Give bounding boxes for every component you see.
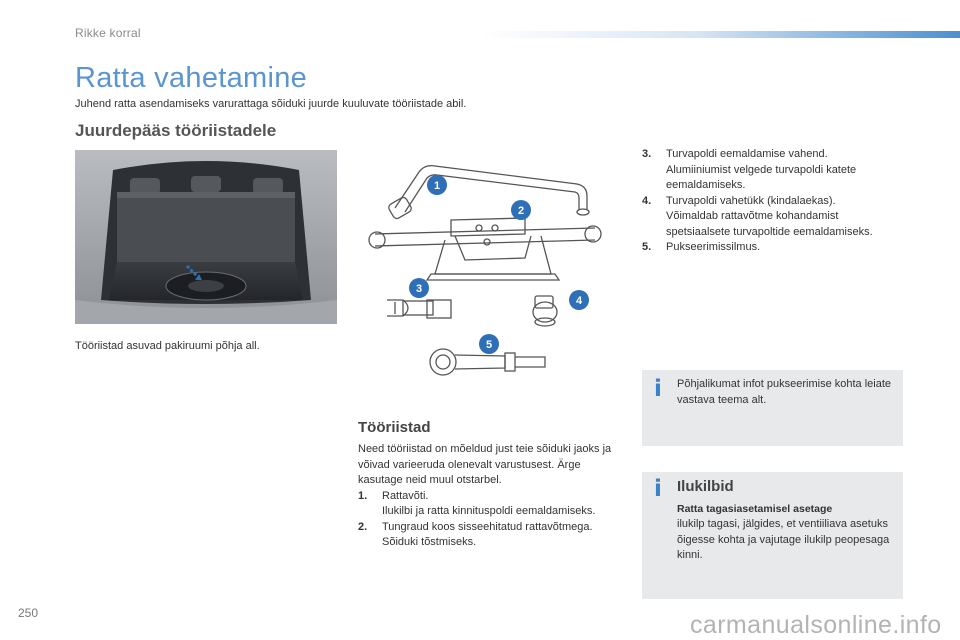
tool-item-2-number: 2. <box>358 520 368 533</box>
page-number: 250 <box>18 606 39 620</box>
info-icon: i <box>654 376 662 402</box>
tool-item-5-name: Pukseerimissilmus. <box>666 241 761 253</box>
tool-item-1-desc: Ilukilbi ja ratta kinnituspoldi eemaldamiseks. <box>382 505 596 517</box>
tool-item-1-name: Rattavõti. <box>382 489 429 502</box>
header-gradient-bar <box>480 31 960 38</box>
callout-1-label: 1 <box>433 180 441 192</box>
callout-5-label: 5 <box>485 339 493 351</box>
photo-caption: Tööriistad asuvad pakiruumi põhja all. <box>75 340 260 352</box>
tools-intro: Need tööriistad on mõeldud just teie sõiduki jaoks ja võivad varieeruda olenevalt varustusest. Ärge kasutage neid muul otstarbel. <box>358 443 612 486</box>
callout-4 <box>569 290 589 310</box>
tool-item-3 <box>642 147 904 194</box>
tool-item-3-name: Turvapoldi eemaldamise vahend. <box>666 148 828 160</box>
info-box-text: Põhjalikumat infot pukseerimise kohta leiate vastava teema alt. <box>677 378 892 406</box>
tools-description <box>358 442 623 551</box>
tool-item-1-number: 1. <box>358 489 368 502</box>
hubcaps-bold-line: Ratta tagasiasetamisel asetage <box>677 503 833 515</box>
bolt-remover-drawing <box>387 300 451 318</box>
page-subtitle: Juhend ratta asendamiseks varurattaga sõiduki juurde kuuluvate tööriistade abil. <box>75 98 467 110</box>
tools-title: Tööriistad <box>358 419 431 436</box>
tools-list-continued <box>642 147 904 256</box>
tool-item-3-number: 3. <box>642 148 652 160</box>
callout-2-label: 2 <box>517 205 525 217</box>
hubcaps-title: Ilukilbid <box>677 478 734 495</box>
callout-5 <box>479 334 499 354</box>
trunk-illustration <box>75 150 337 324</box>
tool-item-2 <box>358 520 623 551</box>
tool-item-2-desc: Sõiduki tõstmiseks. <box>382 536 477 548</box>
section-title: Juurdepääs tööriistadele <box>75 121 277 140</box>
callout-3 <box>409 278 429 298</box>
tool-item-4 <box>642 194 904 241</box>
watermark: carmanualsonline.info <box>690 611 942 639</box>
callout-3-label: 3 <box>415 283 423 295</box>
tool-item-5 <box>642 240 904 256</box>
hubcaps-text: ilukilp tagasi, jälgides, et ventiiliava asetuks õigesse kohta ja vajutage ilukilp peopesaga kinni. <box>677 518 890 561</box>
callout-1 <box>427 175 447 195</box>
tool-item-1 <box>358 489 623 520</box>
bolt-adapter-drawing <box>533 296 557 326</box>
tool-item-2-name: Tungraud koos sisseehitatud rattavõtmega. <box>382 520 593 533</box>
hubcaps-box <box>642 472 903 599</box>
tool-item-3-desc: Alumiiniumist velgede turvapoldi katete eemaldamiseks. <box>666 163 857 191</box>
trunk-photo <box>75 150 337 324</box>
tool-item-4-desc: Võimaldab rattavõtme kohandamist spetsiaalsete turvapoltide eemaldamiseks. <box>666 210 873 238</box>
page-title: Ratta vahetamine <box>75 62 308 94</box>
tools-illustration <box>355 150 618 400</box>
callout-2 <box>511 200 531 220</box>
callout-4-label: 4 <box>575 295 583 307</box>
info-icon: i <box>654 476 662 502</box>
tool-item-4-number: 4. <box>642 194 652 207</box>
wheel-brace-drawing <box>387 166 589 220</box>
chapter-label: Rikke korral <box>75 26 141 40</box>
jack-drawing <box>369 218 601 280</box>
tool-item-4-name: Turvapoldi vahetükk (kindalaekas). <box>666 194 836 207</box>
info-box <box>642 370 903 446</box>
tool-item-5-number: 5. <box>642 241 652 253</box>
